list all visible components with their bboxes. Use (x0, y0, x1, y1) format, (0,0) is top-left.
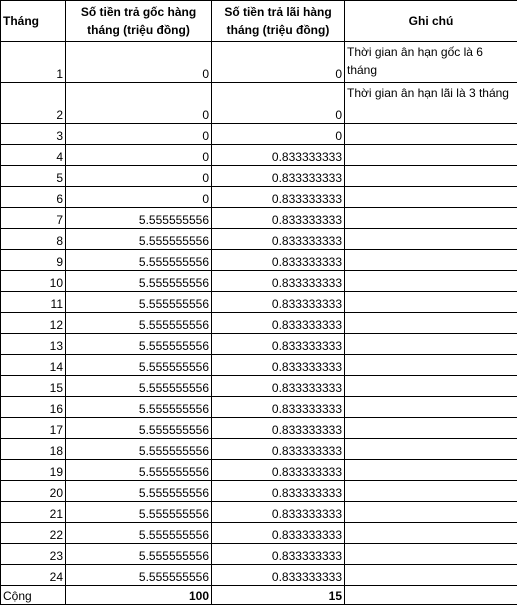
table-body (1, 42, 517, 586)
table-row (1, 544, 517, 565)
cell-principal[interactable]: 5.555555556 (66, 355, 212, 376)
cell-month[interactable]: 3 (1, 124, 66, 145)
cell-interest[interactable]: 0.833333333 (212, 544, 345, 565)
cell-interest[interactable]: 0.833333333 (212, 250, 345, 271)
table-row (1, 271, 517, 292)
table-row (1, 83, 517, 124)
cell-principal[interactable]: 0 (66, 145, 212, 166)
header-note[interactable]: Ghi chú (345, 1, 517, 42)
cell-month[interactable]: 20 (1, 481, 66, 502)
cell-note[interactable] (345, 292, 517, 313)
total-row (1, 586, 517, 605)
cell-note[interactable]: Thời gian ân hạn lãi là 3 tháng (345, 83, 517, 124)
cell-principal[interactable]: 5.555555556 (66, 481, 212, 502)
cell-interest[interactable]: 0.833333333 (212, 166, 345, 187)
cell-interest[interactable]: 0 (212, 83, 345, 124)
cell-interest[interactable]: 0.833333333 (212, 292, 345, 313)
cell-note[interactable] (345, 187, 517, 208)
table-row (1, 418, 517, 439)
table-row (1, 355, 517, 376)
cell-interest[interactable]: 0.833333333 (212, 523, 345, 544)
table-row (1, 502, 517, 523)
table-row (1, 250, 517, 271)
cell-principal[interactable]: 5.555555556 (66, 565, 212, 586)
cell-note[interactable] (345, 229, 517, 250)
header-month[interactable]: Tháng (1, 1, 66, 42)
cell-interest[interactable]: 0.833333333 (212, 313, 345, 334)
cell-note[interactable] (345, 271, 517, 292)
cell-month[interactable]: 16 (1, 397, 66, 418)
table-row (1, 229, 517, 250)
cell-note[interactable] (345, 250, 517, 271)
header-interest[interactable]: Số tiền trả lãi hàng tháng (triệu đồng) (212, 1, 345, 42)
cell-note[interactable] (345, 418, 517, 439)
cell-note[interactable] (345, 145, 517, 166)
cell-principal[interactable]: 0 (66, 166, 212, 187)
cell-month[interactable]: 2 (1, 83, 66, 124)
table-row (1, 460, 517, 481)
cell-note[interactable] (345, 439, 517, 460)
cell-month[interactable]: 4 (1, 145, 66, 166)
cell-interest[interactable]: 0.833333333 (212, 271, 345, 292)
total-note[interactable] (345, 586, 517, 605)
cell-month[interactable]: 21 (1, 502, 66, 523)
cell-note[interactable] (345, 481, 517, 502)
header-row (1, 1, 517, 42)
table-footer (1, 586, 517, 605)
cell-note[interactable] (345, 355, 517, 376)
cell-month[interactable]: 7 (1, 208, 66, 229)
cell-note[interactable] (345, 544, 517, 565)
table-row (1, 208, 517, 229)
cell-month[interactable]: 24 (1, 565, 66, 586)
cell-principal[interactable]: 0 (66, 83, 212, 124)
cell-note[interactable] (345, 166, 517, 187)
cell-interest[interactable]: 0.833333333 (212, 145, 345, 166)
total-principal[interactable]: 100 (66, 586, 212, 605)
cell-month[interactable]: 8 (1, 229, 66, 250)
cell-principal[interactable]: 5.555555556 (66, 460, 212, 481)
cell-principal[interactable]: 5.555555556 (66, 418, 212, 439)
cell-principal[interactable]: 5.555555556 (66, 208, 212, 229)
table-row (1, 313, 517, 334)
cell-interest[interactable]: 0.833333333 (212, 397, 345, 418)
cell-principal[interactable]: 5.555555556 (66, 502, 212, 523)
cell-principal[interactable]: 5.555555556 (66, 334, 212, 355)
cell-month[interactable]: 18 (1, 439, 66, 460)
total-interest[interactable]: 15 (212, 586, 345, 605)
cell-principal[interactable]: 5.555555556 (66, 313, 212, 334)
cell-interest[interactable]: 0.833333333 (212, 334, 345, 355)
cell-interest[interactable]: 0 (212, 42, 345, 83)
table-row (1, 565, 517, 586)
cell-month[interactable]: 22 (1, 523, 66, 544)
cell-note[interactable] (345, 523, 517, 544)
table-row (1, 523, 517, 544)
total-label[interactable]: Cộng (1, 586, 66, 605)
cell-note[interactable] (345, 208, 517, 229)
cell-month[interactable]: 19 (1, 460, 66, 481)
table-row (1, 187, 517, 208)
cell-interest[interactable]: 0.833333333 (212, 229, 345, 250)
cell-interest[interactable]: 0.833333333 (212, 565, 345, 586)
cell-interest[interactable]: 0.833333333 (212, 502, 345, 523)
cell-note[interactable] (345, 124, 517, 145)
cell-note[interactable] (345, 460, 517, 481)
cell-principal[interactable]: 5.555555556 (66, 292, 212, 313)
cell-interest[interactable]: 0.833333333 (212, 418, 345, 439)
cell-note[interactable] (345, 565, 517, 586)
table-header (1, 1, 517, 42)
cell-note[interactable] (345, 376, 517, 397)
cell-month[interactable]: 6 (1, 187, 66, 208)
cell-interest[interactable]: 0.833333333 (212, 376, 345, 397)
header-principal[interactable]: Số tiền trả gốc hàng tháng (triệu đồng) (66, 1, 212, 42)
cell-month[interactable]: 17 (1, 418, 66, 439)
cell-month[interactable]: 10 (1, 271, 66, 292)
table-row (1, 439, 517, 460)
cell-principal[interactable]: 0 (66, 124, 212, 145)
cell-interest[interactable]: 0.833333333 (212, 355, 345, 376)
table-row (1, 397, 517, 418)
cell-month[interactable]: 9 (1, 250, 66, 271)
cell-interest[interactable]: 0 (212, 124, 345, 145)
cell-month[interactable]: 15 (1, 376, 66, 397)
cell-interest[interactable]: 0.833333333 (212, 439, 345, 460)
table-row (1, 145, 517, 166)
table-row (1, 42, 517, 83)
cell-note[interactable] (345, 334, 517, 355)
cell-principal[interactable]: 0 (66, 42, 212, 83)
cell-interest[interactable]: 0.833333333 (212, 208, 345, 229)
cell-month[interactable]: 5 (1, 166, 66, 187)
cell-month[interactable]: 11 (1, 292, 66, 313)
table-row (1, 481, 517, 502)
cell-interest[interactable]: 0.833333333 (212, 481, 345, 502)
cell-interest[interactable]: 0.833333333 (212, 460, 345, 481)
cell-principal[interactable]: 5.555555556 (66, 229, 212, 250)
cell-principal[interactable]: 5.555555556 (66, 439, 212, 460)
table-row (1, 124, 517, 145)
cell-interest[interactable]: 0.833333333 (212, 187, 345, 208)
cell-month[interactable]: 14 (1, 355, 66, 376)
cell-principal[interactable]: 5.555555556 (66, 397, 212, 418)
cell-note[interactable]: Thời gian ân hạn gốc là 6 tháng (345, 42, 517, 83)
cell-month[interactable]: 23 (1, 544, 66, 565)
cell-principal[interactable]: 0 (66, 187, 212, 208)
cell-month[interactable]: 1 (1, 42, 66, 83)
cell-principal[interactable]: 5.555555556 (66, 523, 212, 544)
cell-month[interactable]: 12 (1, 313, 66, 334)
cell-principal[interactable]: 5.555555556 (66, 271, 212, 292)
table-row (1, 166, 517, 187)
table-row (1, 292, 517, 313)
cell-principal[interactable]: 5.555555556 (66, 544, 212, 565)
cell-note[interactable] (345, 397, 517, 418)
cell-note[interactable] (345, 313, 517, 334)
cell-month[interactable]: 13 (1, 334, 66, 355)
table-row (1, 376, 517, 397)
cell-principal[interactable]: 5.555555556 (66, 376, 212, 397)
cell-principal[interactable]: 5.555555556 (66, 250, 212, 271)
cell-note[interactable] (345, 502, 517, 523)
table-row (1, 334, 517, 355)
